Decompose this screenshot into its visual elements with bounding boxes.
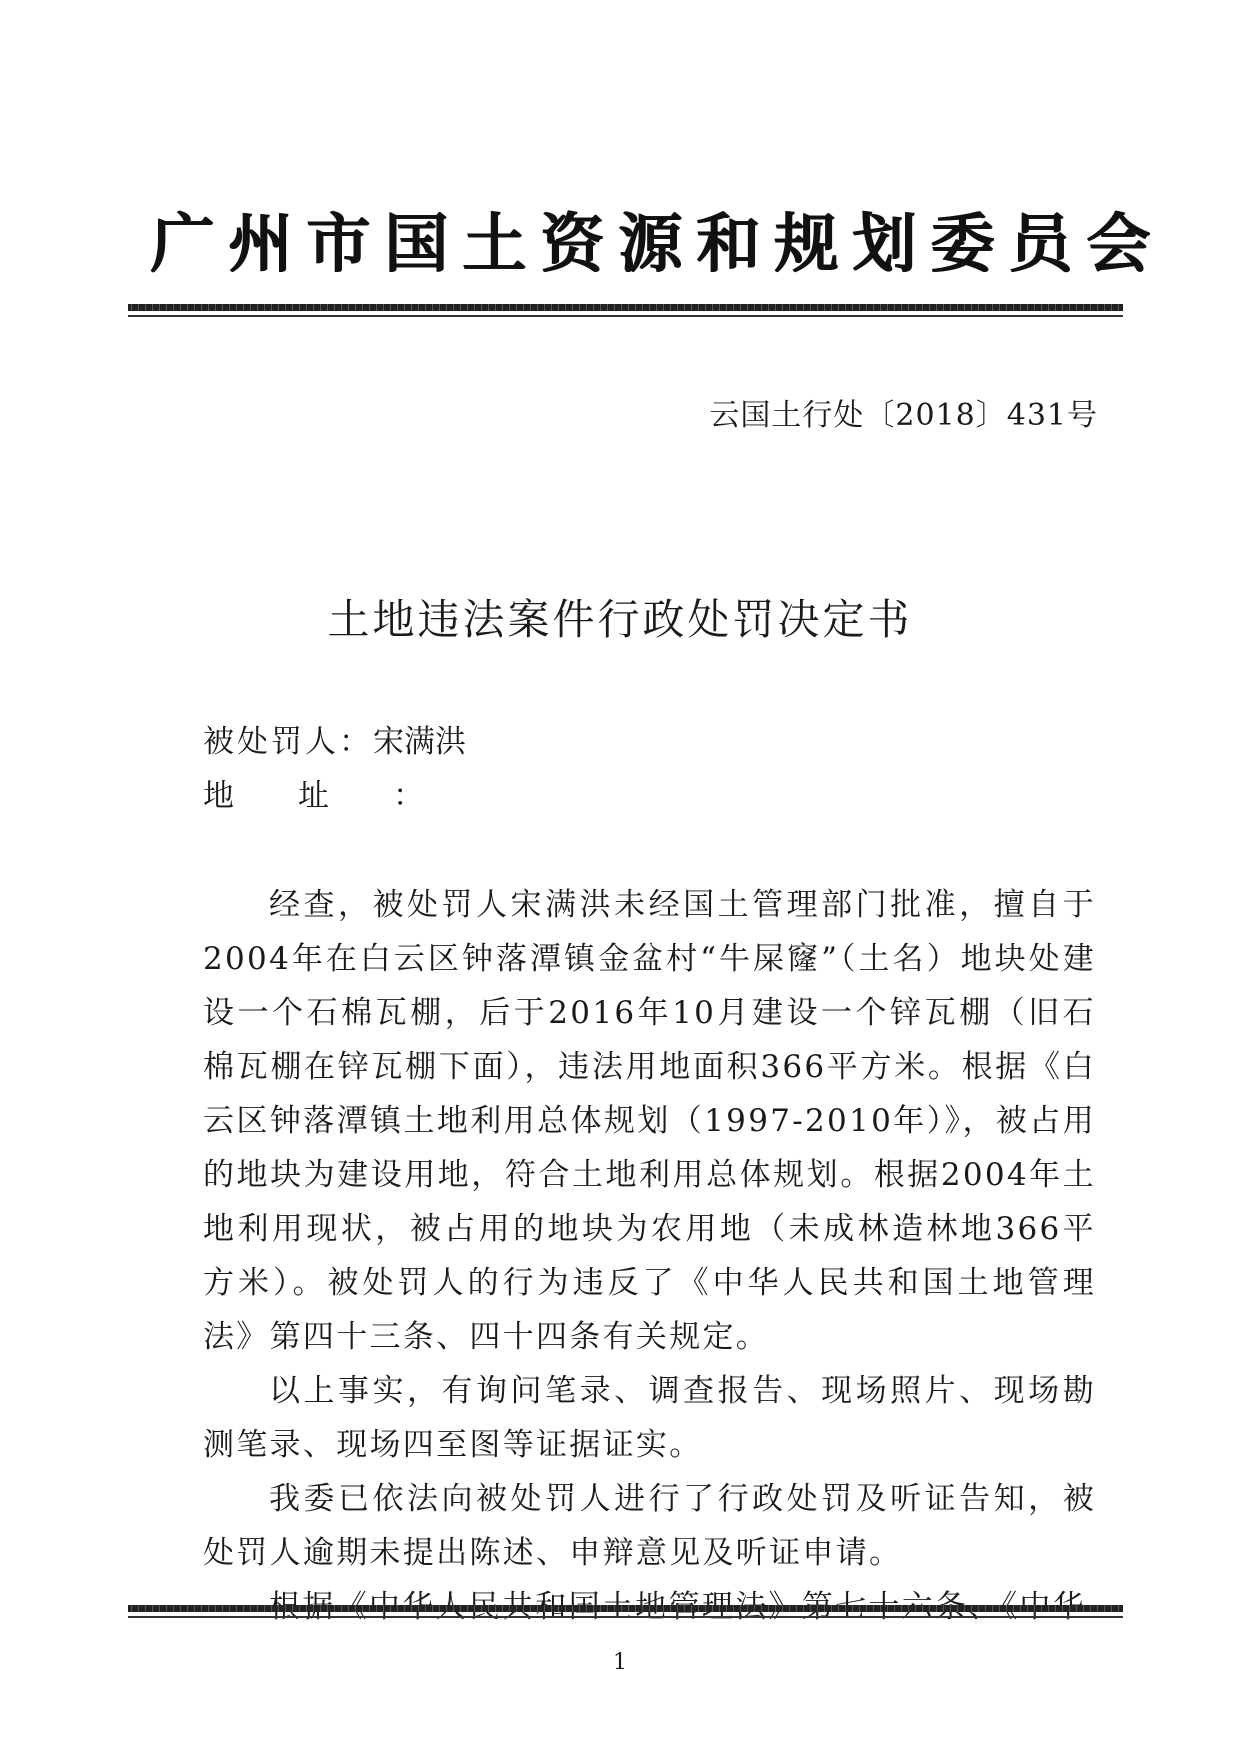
organization-header: 广州市国土资源和规划委员会 [150, 207, 1164, 282]
footer-divider-thick [128, 1605, 1123, 1612]
document-title: 土地违法案件行政处罚决定书 [327, 595, 913, 644]
body-paragraph-evidence: 以上事实，有询问笔录、调查报告、现场照片、现场勘测笔录、现场四至图等证据证实。 [203, 1373, 1096, 1463]
document-body [203, 878, 1096, 1634]
address-label: 地址： [203, 778, 488, 814]
party-field [203, 722, 466, 762]
header-divider-thin [128, 315, 1123, 317]
address-field [203, 776, 488, 816]
page-number: 1 [613, 1650, 627, 1675]
header-divider [128, 304, 1123, 317]
party-value: 宋满洪 [373, 724, 466, 760]
party-label: 被处罚人： [203, 724, 373, 760]
footer-divider-thin [128, 1616, 1123, 1618]
document-number: 云国土行处〔2018〕431号 [709, 398, 1098, 433]
body-paragraph-notice: 我委已依法向被处罚人进行了行政处罚及听证告知，被处罚人逾期未提出陈述、申辩意见及听证申请。 [203, 1481, 1096, 1571]
footer-divider [128, 1605, 1123, 1618]
body-paragraph-facts: 经查，被处罚人宋满洪未经国土管理部门批准，擅自于2004年在白云区钟落潭镇金盆村“牛屎窿”（土名）地块处建设一个石棉瓦棚，后于2016年10月建设一个锌瓦棚（旧石棉瓦棚在锌瓦棚下面），违法用地面积366平方米。根据《白云区钟落潭镇土地利用总体规划（1997-2010年）》，被占用的地块为建设用地，符合土地利用总体规划。根据2004年土地利用现状，被占用的地块为农用地（未成林造林地366平方米）。被处罚人的行为违反了《中华人民共和国土地管理法》第四十三条、四十四条有关规定。 [203, 887, 1096, 1355]
header-divider-thick [128, 304, 1123, 311]
